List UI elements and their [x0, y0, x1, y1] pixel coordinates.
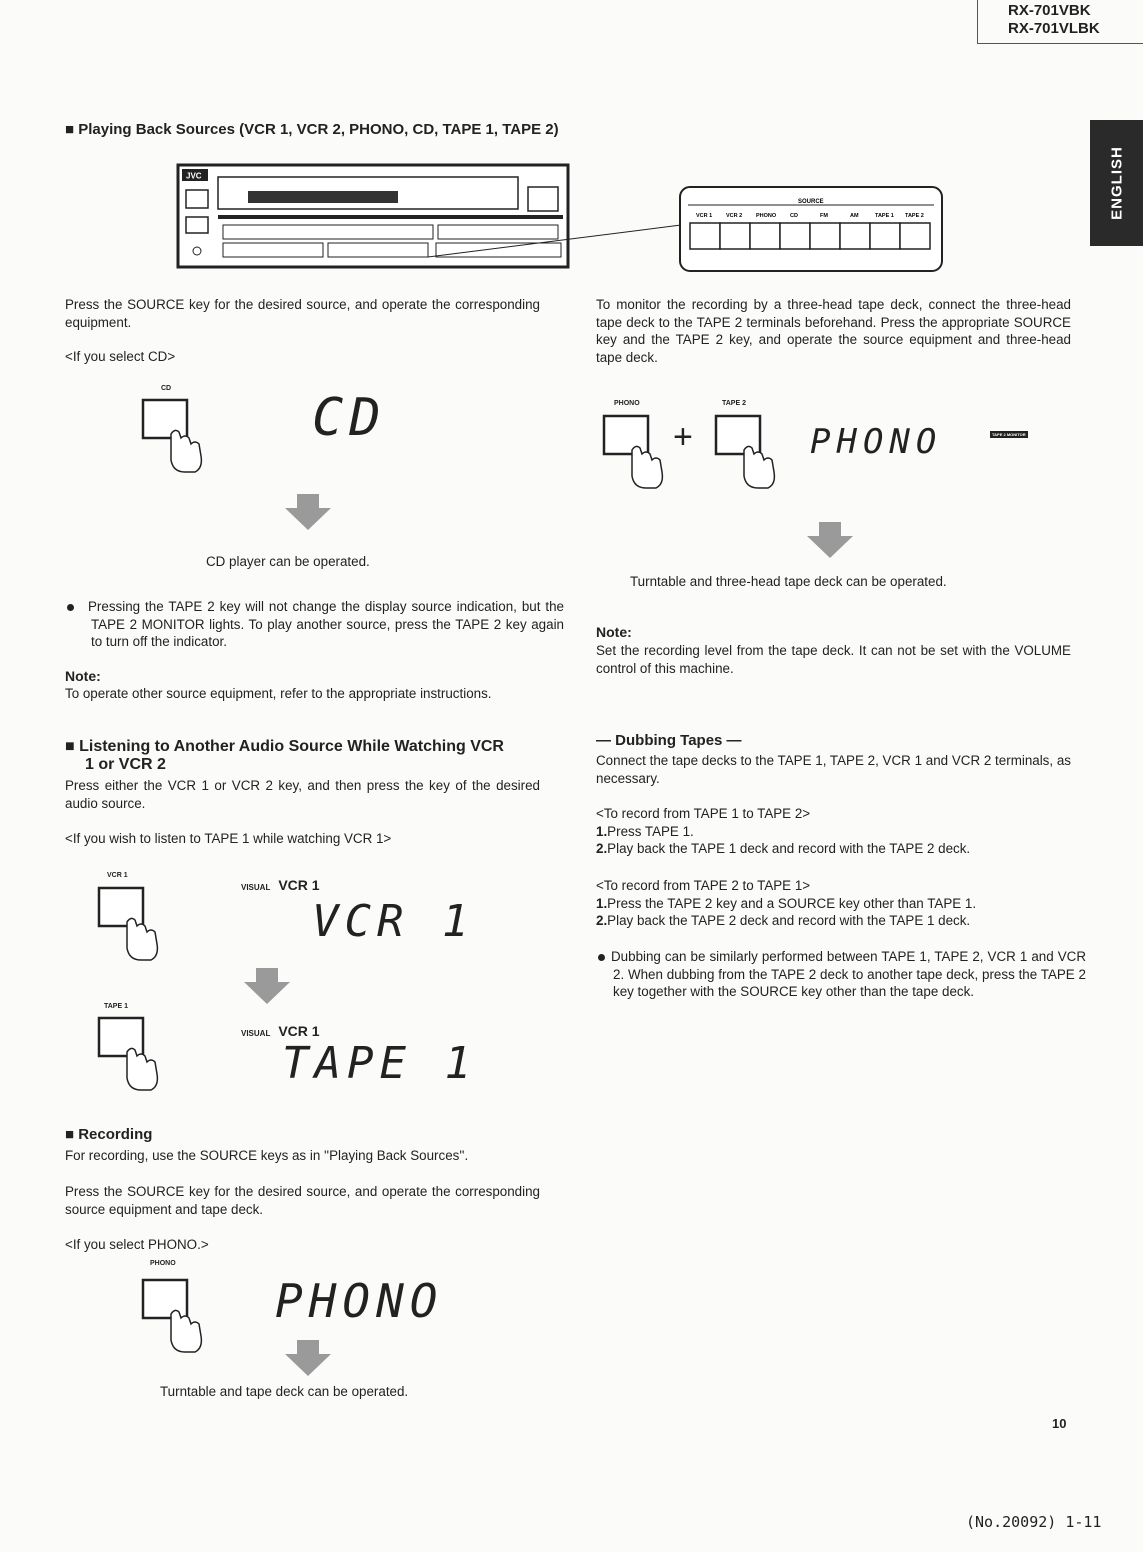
recording-heading: ■ Recording	[65, 1126, 153, 1143]
brand-text: JVC	[186, 171, 202, 181]
key-label-cd: CD	[790, 213, 798, 219]
speaker-button	[186, 217, 208, 233]
tape2-bullet	[67, 598, 564, 651]
note-text-right: Set the recording level from the tape deck. It can not be set with the VOLUME control of this machine.	[596, 643, 1071, 676]
dubbing-heading: — Dubbing Tapes —	[596, 732, 742, 749]
document-reference: (No.20092) 1-11	[966, 1513, 1102, 1531]
visual-label-2: VISUAL	[241, 1029, 271, 1038]
key-label-fm: FM	[820, 213, 828, 219]
model-number-box	[977, 0, 1143, 44]
cd-key-press	[141, 398, 211, 478]
tape1-display: TAPE 1	[282, 1038, 477, 1089]
record-2-step2-num: 2.	[596, 913, 608, 928]
power-button	[186, 190, 208, 208]
key-label-vcr2: VCR 2	[726, 213, 743, 219]
listening-heading	[65, 738, 504, 774]
model-number-2: RX-701VLBK	[1008, 20, 1100, 37]
tape2-bullet-text: Pressing the TAPE 2 key will not change the display source indication, but the TAPE 2 MONITOR lights. To play another source, press the TAPE 2 key again to turn off the indicator.	[88, 599, 564, 649]
record-2-block	[596, 877, 1071, 930]
visual-indicator-1	[241, 877, 320, 893]
hand-pointer-icon	[171, 1310, 201, 1352]
press-source-text: Press the SOURCE key for the desired source, and operate the corresponding equipment.	[65, 297, 540, 330]
vcr1-display: VCR 1	[312, 896, 475, 947]
phono-display-left: PHONO	[275, 1274, 444, 1328]
volume-knob	[528, 187, 558, 211]
source-key-row	[690, 223, 930, 249]
phono-key-press-right	[602, 414, 672, 494]
receiver-illustration	[178, 165, 948, 275]
tape1-key-press	[97, 1016, 167, 1096]
language-tab	[1090, 120, 1143, 246]
divider-bar	[218, 215, 563, 219]
down-arrow-icon	[285, 494, 331, 530]
hand-pointer-icon	[171, 430, 201, 472]
recording-press-text: Press the SOURCE key for the desired source, and operate the corresponding source equipment and tape deck.	[65, 1184, 540, 1217]
key-row-1	[223, 225, 558, 239]
cd-result-text: CD player can be operated.	[206, 554, 370, 569]
tape1-key	[99, 1018, 143, 1056]
listening-heading-line1: ■ Listening to Another Audio Source While Watching VCR	[65, 738, 504, 755]
listening-text: Press either the VCR 1 or VCR 2 key, and then press the key of the desired audio source.	[65, 778, 540, 811]
phono-result-text: Turntable and tape deck can be operated.	[160, 1384, 409, 1399]
record-1-step2-text: Play back the TAPE 1 deck and record with the TAPE 2 deck.	[607, 841, 971, 856]
vcr1-key-press	[97, 886, 167, 966]
bullet-dot	[598, 954, 605, 961]
if-cd-text: <If you select CD>	[65, 349, 176, 364]
key-label-tape1: TAPE 1	[875, 213, 894, 219]
down-arrow-icon	[285, 1340, 331, 1376]
visual-vcr-1: VCR 1	[278, 877, 320, 893]
monitor-text: To monitor the recording by a three-head tape deck, connect the three-head tape deck to the TAPE 2 terminals beforehand. Press the appropriate SOURCE key and the TAPE 2 key, and operate the source equipment and three-head tape deck.	[596, 297, 1071, 365]
page-number: 10	[1052, 1416, 1067, 1431]
cd-display: CD	[312, 388, 387, 448]
monitor-result-text: Turntable and three-head tape deck can be operated.	[630, 574, 947, 589]
source-label: SOURCE	[798, 199, 824, 205]
key-label-tape2: TAPE 2	[905, 213, 924, 219]
record-2-step1-num: 1.	[596, 895, 608, 911]
cd-key-label: CD	[161, 385, 172, 392]
record-1-step2-num: 2.	[596, 841, 608, 856]
phono-key-press	[141, 1278, 211, 1358]
vcr1-key-label: VCR 1	[107, 872, 128, 879]
note-label-left: Note:	[65, 668, 101, 684]
if-tape1-text: <If you wish to listen to TAPE 1 while watching VCR 1>	[65, 831, 392, 846]
phono-key-right	[604, 416, 648, 454]
bullet-dot	[67, 604, 74, 611]
record-1-step2	[596, 840, 1071, 858]
key-label-am: AM	[850, 213, 859, 219]
if-phono-text: <If you select PHONO.>	[65, 1237, 209, 1252]
key-row-2	[223, 243, 561, 257]
phono-display-right: PHONO	[810, 422, 943, 462]
record-2-step2	[596, 912, 1071, 930]
record-1-step1	[596, 823, 1071, 841]
record-2-title: <To record from TAPE 2 to TAPE 1>	[596, 878, 811, 893]
tape2-monitor-badge: TAPE 2 MONITOR	[992, 432, 1026, 437]
record-1-step1-text: Press TAPE 1.	[607, 823, 694, 839]
vcr1-key	[99, 888, 143, 926]
playback-heading: ■ Playing Back Sources (VCR 1, VCR 2, PHONO, CD, TAPE 1, TAPE 2)	[65, 121, 559, 138]
dubbing-bullet	[598, 948, 1086, 1001]
key-label-phono: PHONO	[756, 213, 777, 219]
hand-pointer-icon	[127, 918, 157, 960]
record-1-block	[596, 805, 1071, 858]
tape2-key-label-right: TAPE 2	[722, 400, 746, 407]
hand-pointer-icon	[127, 1048, 157, 1090]
record-1-step1-num: 1.	[596, 823, 608, 839]
tape1-key-label: TAPE 1	[104, 1003, 128, 1010]
headphone-jack	[193, 247, 201, 255]
display-panel	[248, 191, 398, 203]
phono-key-label: PHONO	[150, 1260, 176, 1267]
tape2-key	[716, 416, 760, 454]
model-number-1: RX-701VBK	[1008, 2, 1091, 19]
record-2-step1-text: Press the TAPE 2 key and a SOURCE key other than TAPE 1.	[607, 895, 977, 911]
record-2-step1	[596, 895, 1071, 913]
record-2-step2-text: Play back the TAPE 2 deck and record with the TAPE 1 deck.	[607, 913, 971, 928]
record-1-title: <To record from TAPE 1 to TAPE 2>	[596, 806, 811, 821]
note-label-right: Note:	[596, 624, 632, 640]
plus-sign: +	[673, 418, 693, 456]
visual-vcr-2: VCR 1	[278, 1023, 320, 1039]
cd-key	[143, 400, 187, 438]
visual-label-1: VISUAL	[241, 883, 271, 892]
tape2-key-press	[714, 414, 784, 494]
down-arrow-icon	[244, 968, 290, 1004]
dubbing-bullet-text: Dubbing can be similarly performed between TAPE 1, TAPE 2, VCR 1 and VCR 2. When dubbing from the TAPE 2 deck to another tape deck, press the TAPE 2 key together with the SOURCE key other than the tape deck.	[611, 949, 1086, 999]
dubbing-text: Connect the tape decks to the TAPE 1, TAPE 2, VCR 1 and VCR 2 terminals, as necessary.	[596, 753, 1071, 786]
down-arrow-icon	[807, 522, 853, 558]
hand-pointer-icon	[632, 446, 662, 488]
language-tab-label: ENGLISH	[1108, 146, 1125, 220]
recording-text: For recording, use the SOURCE keys as in ''Playing Back Sources''.	[65, 1148, 469, 1163]
note-text-left: To operate other source equipment, refer to the appropriate instructions.	[65, 686, 492, 701]
phono-key	[143, 1280, 187, 1318]
key-label-vcr1: VCR 1	[696, 213, 713, 219]
listening-heading-line2: 1 or VCR 2	[85, 756, 166, 773]
hand-pointer-icon	[744, 446, 774, 488]
visual-indicator-2	[241, 1023, 320, 1039]
phono-key-label-right: PHONO	[614, 400, 640, 407]
